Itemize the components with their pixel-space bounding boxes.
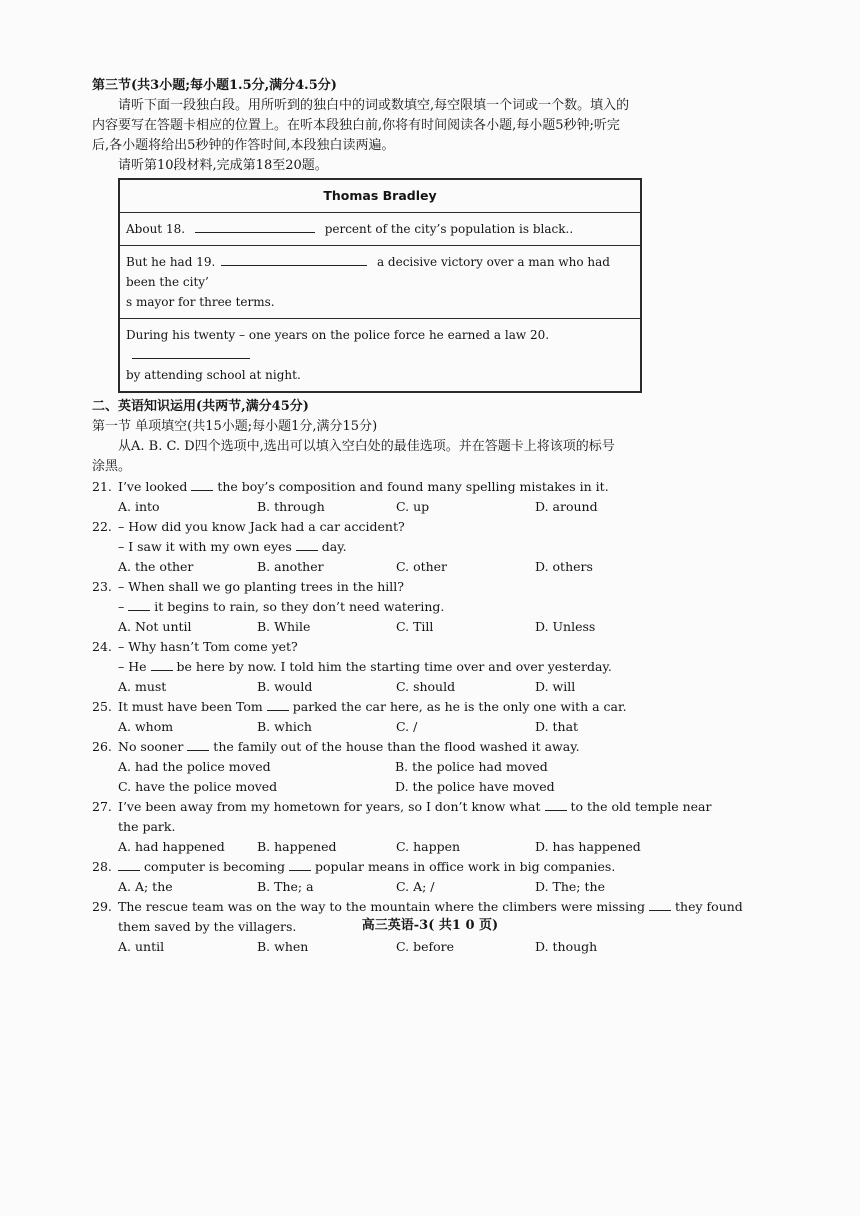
option-a[interactable]: A. until xyxy=(118,939,165,954)
option-b[interactable]: B. which xyxy=(257,719,312,734)
question-24: 24. – Why hasn’t Tom come yet? xyxy=(92,639,298,654)
table-row: But he had 19. a decisive victory over a man who had been the city’ s mayor for three terms. xyxy=(119,246,641,319)
option-b[interactable]: B. While xyxy=(257,619,311,634)
options xyxy=(92,677,674,697)
option-c[interactable]: C. up xyxy=(396,499,430,514)
question-blank xyxy=(545,798,567,811)
option-d[interactable]: D. around xyxy=(535,499,598,514)
option-c[interactable]: C. happen xyxy=(396,839,461,854)
part2-subheading: 第一节 单项填空(共15小题;每小题1分,满分15分) xyxy=(92,419,378,434)
answer-blank-20[interactable] xyxy=(132,346,250,359)
section3-heading: 第三节(共3小题;每小题1.5分,满分4.5分) xyxy=(92,78,337,93)
question-25: 25. It must have been Tom parked the car here, as he is the only one with a car. xyxy=(92,699,627,714)
question-blank xyxy=(296,538,318,551)
question-blank xyxy=(267,698,289,711)
options xyxy=(92,777,674,797)
section3-instruction: 请听下面一段独白段。用所听到的独白中的词或数填空,每空限填一个词或一个数。填入的 xyxy=(118,98,630,113)
option-c[interactable]: C. other xyxy=(396,559,448,574)
option-b[interactable]: B. another xyxy=(257,559,324,574)
question-23: 23. – When shall we go planting trees in the hill? xyxy=(92,579,404,594)
option-d[interactable]: D. The; the xyxy=(535,879,605,894)
table-row: About 18. percent of the city’s population is black.. xyxy=(119,213,641,246)
options xyxy=(92,837,674,857)
option-a[interactable]: A. into xyxy=(118,499,160,514)
listening-table xyxy=(118,178,642,393)
option-b[interactable]: B. happened xyxy=(257,839,337,854)
question-29: 29. The rescue team was on the way to the mountain where the climbers were missing they found xyxy=(92,899,743,914)
section3-instruction: 内容要写在答题卡相应的位置上。在听本段独白前,你将有时间阅读各小题,每小题5秒钟;听完 xyxy=(92,118,620,133)
option-b[interactable]: B. would xyxy=(257,679,313,694)
option-a[interactable]: A. had happened xyxy=(118,839,225,854)
options xyxy=(92,757,674,777)
options xyxy=(92,877,674,897)
question-blank xyxy=(128,598,150,611)
option-c[interactable]: C. have the police moved xyxy=(118,779,278,794)
table-title: Thomas Bradley xyxy=(119,179,641,213)
question-blank xyxy=(649,898,671,911)
option-b[interactable]: B. through xyxy=(257,499,325,514)
options xyxy=(92,497,674,517)
question-26: 26. No sooner the family out of the house than the flood washed it away. xyxy=(92,739,580,754)
question-21: 21. I’ve looked the boy’s composition and found many spelling mistakes in it. xyxy=(92,479,609,494)
option-d[interactable]: D. others xyxy=(535,559,593,574)
option-d[interactable]: D. that xyxy=(535,719,579,734)
option-c[interactable]: C. before xyxy=(396,939,454,954)
option-c[interactable]: C. should xyxy=(396,679,456,694)
options xyxy=(92,557,674,577)
option-b[interactable]: B. when xyxy=(257,939,309,954)
table-row: During his twenty – one years on the police force he earned a law 20. by attending school at night. xyxy=(119,319,641,393)
question-blank xyxy=(118,858,140,871)
option-a[interactable]: A. Not until xyxy=(118,619,192,634)
option-d[interactable]: D. the police have moved xyxy=(395,779,555,794)
option-c[interactable]: C. / xyxy=(396,719,418,734)
option-c[interactable]: C. A; / xyxy=(396,879,435,894)
part2-instruction: 从A. B. C. D四个选项中,选出可以填入空白处的最佳选项。并在答题卡上将该项的标号 xyxy=(118,439,615,454)
question-blank xyxy=(191,478,213,491)
option-d[interactable]: D. will xyxy=(535,679,576,694)
section3-instruction: 后,各小题将给出5秒钟的作答时间,本段独白读两遍。 xyxy=(92,138,395,153)
section3-prompt: 请听第10段材料,完成第18至20题。 xyxy=(118,158,328,173)
option-a[interactable]: A. A; the xyxy=(118,879,173,894)
option-d[interactable]: D. though xyxy=(535,939,598,954)
option-c[interactable]: C. Till xyxy=(396,619,434,634)
page-content: 第三节(共3小题;每小题1.5分,满分4.5分) 请听下面一段独白段。用所听到的独白中的词或数填空,每空限填一个词或一个数。填入的 内容要写在答题卡相应的位置上。在听本段独白前,你将有时间阅读各小题,每小题5秒钟;听完 后,各小题将给出5秒钟的作答时间,本段独白读两遍。 请听第10段材料,完成第18至20题。 Thomas Bradley About 18. percent of the city’s population is black.. But he had 19. a decisive victory over a man who had been the city’ s mayor for three terms. During his twenty – one years on the police force he earned a law 20. by attending school at night. 二、英语知识运用(共两节,满分45分) 第一节 单项填空(共15小题;每小题1分,满分15分) 从A. B. C. D四个选项中,选出可以填入空白处的最佳选项。并在答题卡上将该项的标号 涂黑。 21. I’ve looked the boy’s composition and found many spelling mistakes in it. A. into B. through C. up D. around 22. – How did you know Jack had a car accident? – I saw it with my own eyes day. A. the other B. another C. other D. others 23. – When shall we go planting trees in the hill? – it begins to rain, so they don’t need watering. A. Not until B. While C. Till D. Unless 24. – Why hasn’t Tom come yet? – He be here by now. I told him the starting time over and over yesterday. A. must B. would C. should D. will 25. It must have been Tom parked the car here, as he is the only one with a car. A. whom B. which C. / D. that 26. No sooner the family out of the house than the flood washed it away. A. had the police moved B. the police had moved C. have the police moved D. the police have moved 27. I’ve been away from my hometown for years, so I don’t know what to the old temple near the park. A. had happened B. happened C. happen D. has happened 28. computer is becoming popular means in office work in big companies. A. A; the B. The; a C. A; / D. The; the 29. The rescue team was on the way to the mountain where the climbers were missing they found them saved by the villagers. A. until B. when C. before D. though xyxy=(92,76,674,957)
part2-heading: 二、英语知识运用(共两节,满分45分) xyxy=(92,399,309,414)
part2-instruction: 涂黑。 xyxy=(92,459,132,474)
question-22: 22. – How did you know Jack had a car accident? xyxy=(92,519,405,534)
option-a[interactable]: A. whom xyxy=(118,719,174,734)
options xyxy=(92,717,674,737)
options xyxy=(92,617,674,637)
page-footer: 高三英语-3( 共1 0 页) xyxy=(361,918,499,933)
option-b[interactable]: B. The; a xyxy=(257,879,314,894)
option-b[interactable]: B. the police had moved xyxy=(395,759,548,774)
option-d[interactable]: D. Unless xyxy=(535,619,596,634)
option-a[interactable]: A. must xyxy=(118,679,167,694)
option-a[interactable]: A. the other xyxy=(118,559,194,574)
question-blank xyxy=(289,858,311,871)
answer-blank-19[interactable] xyxy=(221,253,367,266)
option-d[interactable]: D. has happened xyxy=(535,839,641,854)
question-blank xyxy=(151,658,173,671)
option-a[interactable]: A. had the police moved xyxy=(118,759,271,774)
question-blank xyxy=(187,738,209,751)
answer-blank-18[interactable] xyxy=(195,220,315,233)
options xyxy=(92,937,674,957)
question-27: 27. I’ve been away from my hometown for years, so I don’t know what to the old temple near xyxy=(92,799,712,814)
question-28: 28. computer is becoming popular means in office work in big companies. xyxy=(92,859,616,874)
